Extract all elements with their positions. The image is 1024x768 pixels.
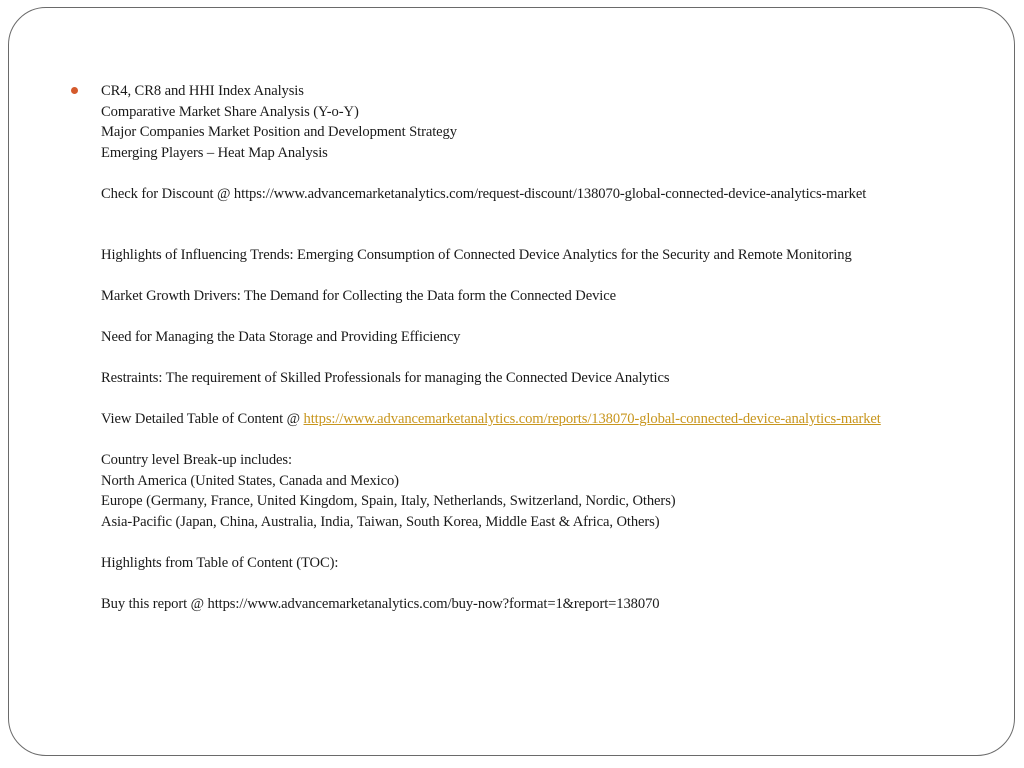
text-line: Comparative Market Share Analysis (Y-o-Y): [101, 103, 359, 120]
toc-line: [101, 409, 1001, 430]
text-line: Emerging Players – Heat Map Analysis: [101, 144, 328, 161]
slide-content: [101, 81, 1001, 614]
toc-link[interactable]: https://www.advancemarketanalytics.com/reports/138070-global-connected-device-analytics-market: [303, 411, 881, 427]
need-text: Need for Managing the Data Storage and Providing Efficiency: [101, 329, 461, 345]
text-line: Major Companies Market Position and Development Strategy: [101, 124, 457, 140]
toc-highlights-text: Highlights from Table of Content (TOC):: [101, 554, 339, 571]
trends-text: Highlights of Influencing Trends: Emerging Consumption of Connected Device Analytics for the Security and Remote Monitoring: [101, 247, 852, 263]
restraints-text: Restraints: The requirement of Skilled Professionals for managing the Connected Device Analytics: [101, 370, 670, 386]
country-heading: Country level Break-up includes:: [101, 452, 292, 468]
toc-prefix: View Detailed Table of Content @: [101, 411, 304, 427]
discount-text: Check for Discount @ https://www.advancemarketanalytics.com/request-discount/138070-global-connected-device-analytics-market: [101, 185, 867, 202]
text-line: CR4, CR8 and HHI Index Analysis: [101, 83, 304, 99]
country-line: Europe (Germany, France, United Kingdom, Spain, Italy, Netherlands, Switzerland, Nordic, Others): [101, 493, 676, 509]
growth-drivers-text: Market Growth Drivers: The Demand for Collecting the Data form the Connected Device: [101, 288, 617, 304]
buy-text: Buy this report @ https://www.advancemarketanalytics.com/buy-now?format=1&report=138070: [101, 595, 660, 612]
country-line: Asia-Pacific (Japan, China, Australia, India, Taiwan, South Korea, Middle East & Africa, Others): [101, 513, 660, 530]
bullet-icon: [71, 87, 78, 94]
country-line: North America (United States, Canada and Mexico): [101, 472, 399, 489]
